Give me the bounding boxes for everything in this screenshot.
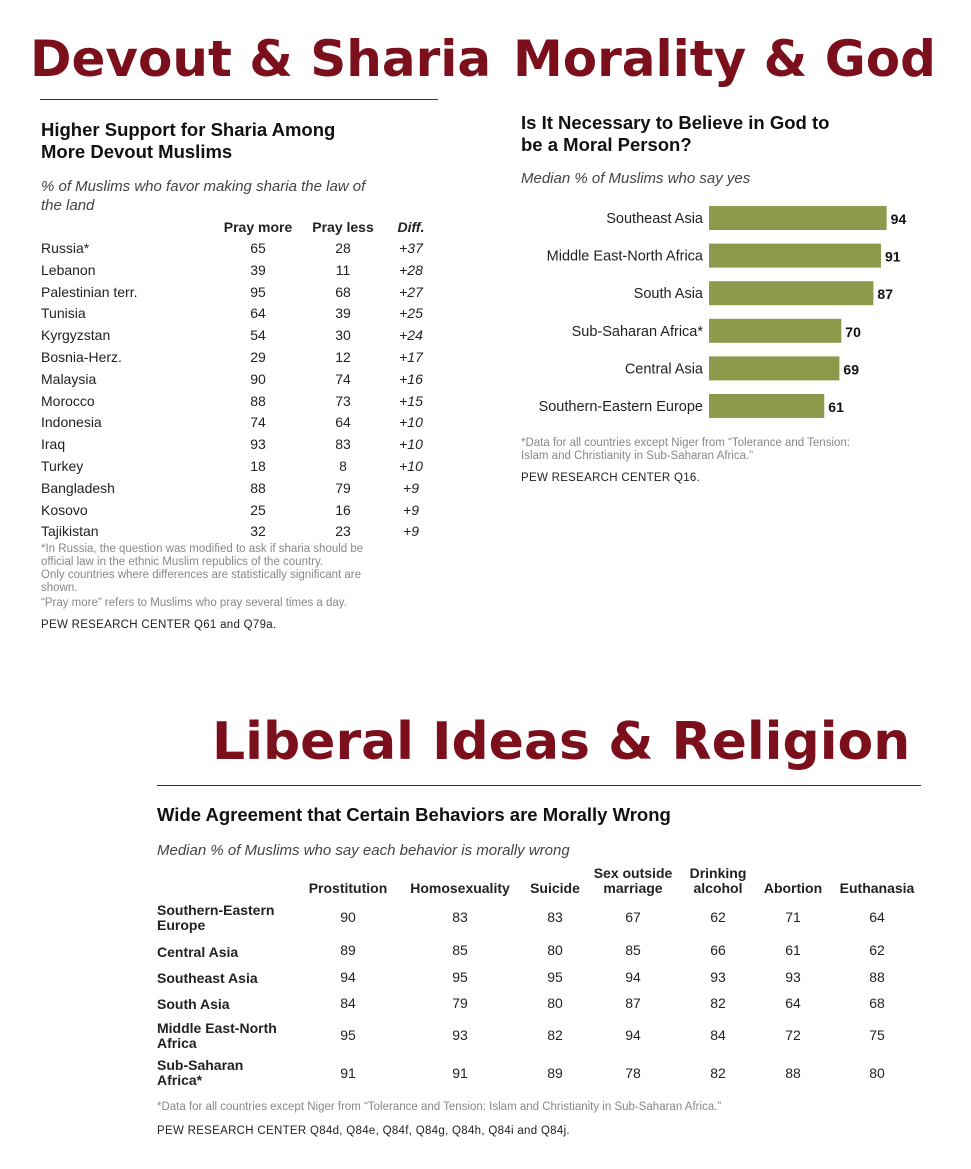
behavior-col-header-line2: Prostitution: [308, 880, 388, 896]
sharia-row-diff: +27: [399, 283, 423, 300]
chart-title-line2: be a Moral Person?: [521, 134, 692, 155]
behavior-cell: 80: [547, 942, 563, 958]
behavior-col-header-line1: [832, 866, 922, 881]
sharia-row-pray-more: 93: [250, 436, 266, 453]
behavior-cell: 64: [785, 995, 801, 1011]
sharia-header-pray-less: Pray less: [312, 219, 374, 235]
behavior-cell: 95: [340, 1027, 356, 1043]
behavior-note: *Data for all countries except Niger from “Tolerance and Tension: Islam and Christianity in Sub-Saharan Africa.”: [157, 1101, 722, 1113]
behavior-cell: 91: [452, 1065, 468, 1081]
sharia-row-country: Lebanon: [41, 261, 96, 278]
sharia-row-country: Kyrgyzstan: [41, 327, 111, 344]
behavior-row-label: [157, 903, 274, 933]
sharia-row-pray-less: 83: [335, 436, 351, 453]
sharia-row-pray-less: 30: [335, 327, 351, 344]
bar-category-label: South Asia: [633, 286, 703, 303]
sharia-note-4: shown.: [41, 582, 78, 594]
behavior-row-label: [157, 997, 230, 1012]
behavior-col-header: [681, 866, 755, 896]
sharia-row-pray-less: 23: [335, 523, 351, 540]
behavior-cell: 62: [869, 942, 885, 958]
behavior-cell: 91: [340, 1065, 356, 1081]
behavior-col-header-line2: Suicide: [530, 880, 580, 896]
sharia-row-diff: +10: [399, 414, 423, 431]
sharia-row-country: Bosnia-Herz.: [41, 349, 122, 365]
behavior-cell: 89: [340, 942, 356, 958]
sharia-note-2: official law in the ethnic Muslim republics of the country.: [41, 556, 324, 568]
sharia-row-pray-less: 16: [335, 501, 351, 518]
sharia-row-pray-more: 32: [250, 523, 266, 540]
behavior-cell: 66: [710, 942, 726, 958]
behavior-cell: 93: [452, 1027, 468, 1043]
sharia-subtitle-line1: % of Muslims who favor making sharia the law of: [41, 178, 366, 195]
behavior-subtitle: Median % of Muslims who say each behavior is morally wrong: [157, 842, 570, 859]
sharia-row-pray-less: 28: [335, 240, 351, 256]
bar-category-label: Southern-Eastern Europe: [538, 399, 703, 415]
bar: [709, 394, 824, 418]
bar: [709, 319, 841, 343]
behavior-col-header-line2: Euthanasia: [839, 880, 915, 896]
behavior-row-label: [157, 971, 258, 986]
bar-category-label: Sub-Saharan Africa*: [571, 323, 703, 340]
behavior-row-label-line2: Africa: [157, 1035, 197, 1051]
behavior-cell: 82: [547, 1027, 563, 1043]
sharia-row-diff: +9: [403, 479, 419, 496]
bar-value-label: 70: [845, 323, 861, 340]
behavior-cell: 83: [452, 909, 468, 925]
behavior-source: PEW RESEARCH CENTER Q84d, Q84e, Q84f, Q84g, Q84h, Q84i and Q84j.: [157, 1125, 570, 1137]
sharia-row-diff: +10: [399, 458, 423, 474]
behavior-cell: 94: [625, 969, 641, 985]
sharia-row-country: Indonesia: [41, 414, 102, 431]
bar: [709, 206, 887, 230]
behavior-cell: 82: [710, 1065, 726, 1081]
behavior-cell: 93: [710, 969, 726, 985]
banner-morality: Morality & God: [513, 30, 936, 88]
divider-liberal: [157, 785, 921, 786]
chart-source: PEW RESEARCH CENTER Q16.: [521, 472, 701, 484]
behavior-col-header-line2: Abortion: [763, 880, 823, 896]
behavior-cell: 79: [452, 995, 468, 1011]
behavior-cell: 71: [785, 909, 801, 925]
sharia-row-pray-less: 79: [335, 479, 351, 496]
behavior-col-header-line1: [298, 866, 398, 881]
sharia-row-pray-more: 95: [250, 283, 266, 300]
sharia-row-diff: +17: [399, 349, 423, 365]
sharia-row-diff: +37: [399, 240, 423, 256]
sharia-row-country: Malaysia: [41, 370, 97, 387]
behavior-col-header: [583, 866, 683, 896]
behavior-row-label-line1: Central Asia: [157, 944, 239, 960]
sharia-row-diff: +28: [399, 261, 423, 278]
behavior-cell: 89: [547, 1065, 563, 1081]
behavior-cell: 62: [710, 909, 726, 925]
behavior-col-header-line1: [396, 866, 524, 881]
sharia-row-diff: +9: [403, 501, 419, 518]
behavior-row-label-line1: Sub-Saharan: [157, 1057, 244, 1073]
behavior-cell: 83: [547, 909, 563, 925]
sharia-row-country: Morocco: [41, 392, 95, 409]
chart-note-line1: *Data for all countries except Niger from “Tolerance and Tension:: [521, 437, 850, 449]
behavior-cell: 84: [340, 995, 356, 1011]
chart-note-line2: Islam and Christianity in Sub-Saharan Africa.”: [521, 450, 754, 462]
sharia-row-pray-less: 12: [335, 349, 351, 365]
sharia-row-country: Turkey: [41, 458, 84, 474]
behavior-col-header-line1: Sex outside: [593, 865, 673, 881]
behavior-col-header: [298, 866, 398, 896]
behavior-cell: 93: [785, 969, 801, 985]
banner-liberal: Liberal Ideas & Religion: [212, 712, 911, 772]
sharia-row-pray-more: 18: [250, 458, 266, 474]
behavior-cell: 85: [452, 942, 468, 958]
bar-category-label: Middle East-North Africa: [546, 248, 703, 265]
banner-sharia: Devout & Sharia: [30, 30, 492, 88]
sharia-row-diff: +10: [399, 436, 423, 453]
behavior-cell: 61: [785, 942, 801, 958]
bar: [709, 356, 839, 380]
sharia-row-diff: +16: [399, 370, 423, 387]
sharia-row-diff: +24: [399, 327, 423, 344]
bar-category-label: Southeast Asia: [606, 211, 703, 227]
sharia-row-pray-less: 8: [339, 458, 347, 474]
sharia-row-country: Bangladesh: [41, 479, 115, 496]
behavior-col-header-line2: marriage: [603, 880, 663, 896]
behavior-col-header: [755, 866, 831, 896]
bar-value-label: 94: [890, 211, 907, 227]
sharia-row-pray-more: 88: [250, 479, 266, 496]
sharia-row-country: Palestinian terr.: [41, 283, 138, 300]
bar: [709, 281, 873, 305]
behavior-cell: 78: [625, 1065, 641, 1081]
behavior-col-header-line2: Homosexuality: [410, 880, 510, 896]
behavior-cell: 75: [869, 1027, 885, 1043]
sharia-title-line1: Higher Support for Sharia Among: [41, 119, 336, 140]
behavior-col-header-line2: alcohol: [693, 880, 743, 896]
bar-value-label: 87: [877, 286, 894, 303]
behavior-cell: 95: [547, 969, 563, 985]
sharia-row-pray-less: 64: [335, 414, 351, 431]
behavior-col-header-line1: Drinking: [689, 865, 747, 881]
behavior-cell: 87: [625, 995, 641, 1011]
sharia-row-pray-more: 90: [250, 370, 266, 387]
behavior-cell: 64: [869, 909, 885, 925]
bar-value-label: 69: [843, 361, 859, 378]
behavior-row-label-line1: Southern-Eastern: [157, 902, 275, 918]
sharia-row-pray-more: 74: [250, 414, 266, 431]
behavior-cell: 72: [785, 1027, 801, 1043]
sharia-header-diff: Diff.: [397, 219, 425, 235]
behavior-col-header-line1: [755, 866, 831, 881]
behavior-col-header: [832, 866, 922, 896]
behavior-row-label: [157, 1021, 277, 1051]
behavior-cell: 94: [340, 969, 356, 985]
behavior-cell: 80: [869, 1065, 885, 1081]
sharia-row-country: Kosovo: [41, 501, 88, 518]
sharia-note-1: *In Russia, the question was modified to ask if sharia should be: [41, 543, 364, 555]
behavior-row-label: [157, 945, 238, 960]
behavior-row-label: [157, 1058, 243, 1088]
behavior-cell: 94: [625, 1027, 641, 1043]
sharia-row-pray-less: 73: [335, 392, 351, 409]
sharia-row-diff: +15: [399, 392, 423, 409]
sharia-row-pray-more: 88: [250, 392, 266, 409]
sharia-row-pray-less: 68: [335, 283, 351, 300]
behavior-cell: 80: [547, 995, 563, 1011]
behavior-title: Wide Agreement that Certain Behaviors are Morally Wrong: [157, 804, 671, 825]
sharia-row-country: Tunisia: [41, 305, 86, 322]
behavior-col-header: [396, 866, 524, 896]
bar-value-label: 61: [828, 399, 844, 415]
sharia-row-pray-more: 29: [250, 349, 266, 365]
divider-sharia: [40, 99, 438, 100]
sharia-row-country: Russia*: [41, 240, 90, 256]
sharia-row-pray-less: 39: [335, 305, 351, 322]
sharia-row-country: Iraq: [41, 436, 66, 453]
sharia-header-pray-more: Pray more: [223, 219, 293, 235]
sharia-subtitle-line2: the land: [41, 197, 95, 214]
sharia-row-pray-more: 39: [250, 261, 266, 278]
behavior-cell: 85: [625, 942, 641, 958]
behavior-col-header-line1: [523, 866, 587, 881]
sharia-row-pray-less: 11: [335, 261, 351, 278]
behavior-row-label-line2: Africa*: [157, 1072, 203, 1088]
chart-title-line1: Is It Necessary to Believe in God to: [521, 112, 830, 133]
sharia-row-pray-more: 25: [250, 501, 266, 518]
behavior-row-label-line2: Europe: [157, 917, 206, 933]
behavior-row-label-line1: Southeast Asia: [157, 970, 258, 986]
behavior-col-header: [523, 866, 587, 896]
behavior-cell: 88: [869, 969, 885, 985]
chart-subtitle: Median % of Muslims who say yes: [521, 170, 751, 187]
sharia-row-diff: +9: [403, 523, 419, 540]
behavior-row-label-line1: Middle East-North: [157, 1020, 277, 1036]
behavior-cell: 68: [869, 995, 885, 1011]
sharia-note-5: “Pray more” refers to Muslims who pray several times a day.: [41, 597, 347, 609]
bar-category-label: Central Asia: [624, 361, 703, 378]
behavior-cell: 90: [340, 909, 356, 925]
behavior-cell: 95: [452, 969, 468, 985]
sharia-row-country: Tajikistan: [41, 523, 99, 540]
sharia-row-pray-less: 74: [335, 370, 351, 387]
sharia-source: PEW RESEARCH CENTER Q61 and Q79a.: [41, 619, 277, 631]
bar: [709, 244, 881, 268]
behavior-cell: 82: [710, 995, 726, 1011]
sharia-title-line2: More Devout Muslims: [41, 141, 233, 162]
sharia-note-3: Only countries where differences are statistically significant are: [41, 569, 362, 581]
behavior-cell: 88: [785, 1065, 801, 1081]
sharia-row-pray-more: 65: [250, 240, 266, 256]
bar-value-label: 91: [884, 248, 901, 265]
sharia-row-pray-more: 54: [250, 327, 266, 344]
sharia-row-diff: +25: [399, 305, 423, 322]
behavior-row-label-line1: South Asia: [157, 996, 230, 1012]
behavior-cell: 84: [710, 1027, 726, 1043]
sharia-row-pray-more: 64: [250, 305, 266, 322]
behavior-cell: 67: [625, 909, 641, 925]
